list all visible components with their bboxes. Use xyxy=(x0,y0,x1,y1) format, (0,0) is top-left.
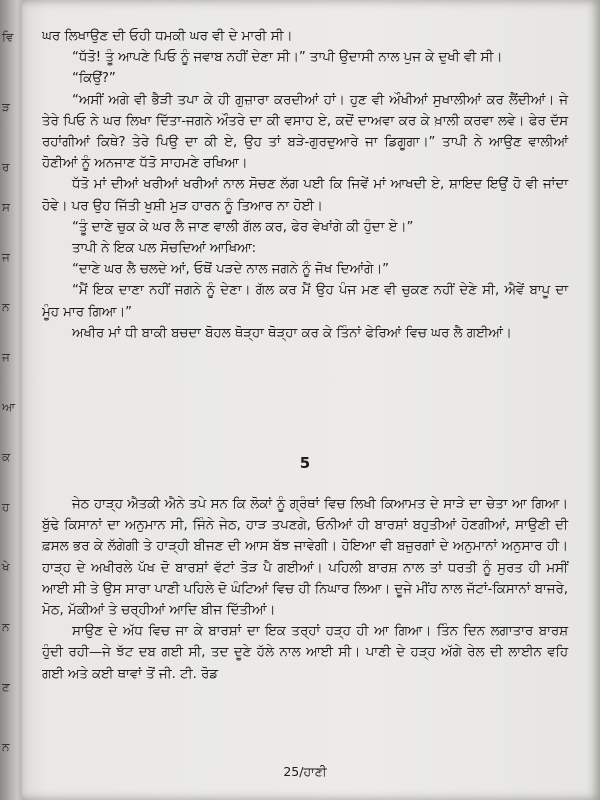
prev-page-glyph: ਕ xyxy=(2,450,11,464)
paragraph: “ਕਿਉਂ?” xyxy=(72,71,116,87)
prev-page-glyph: ਆ xyxy=(2,400,16,414)
prev-page-glyph: ਣ xyxy=(2,680,10,694)
paragraph: “ਤੂੰ ਦਾਣੇ ਚੁਕ ਕੇ ਘਰ ਲੈ ਜਾਣ ਵਾਲੀ ਗੱਲ ਕਰ, ਫੇਰ ਵੇਖਾਂਗੇ ਕੀ ਹੁੰਦਾ ਏ।” xyxy=(72,219,414,235)
paragraph: ਅਖੀਰ ਮਾਂ ਧੀ ਬਾਕੀ ਬਚਦਾ ਬੋਹਲ ਥੋੜ੍ਹਾ ਥੋੜ੍ਹਾ ਕਰ ਕੇ ਤਿੰਨਾਂ ਫੇਰਿਆਂ ਵਿਚ ਘਰ ਲੈ ਗਈਆਂ। xyxy=(72,325,512,341)
paragraph: ਤਾਪੀ ਨੇ ਇਕ ਪਲ ਸੋਚਦਿਆਂ ਆਖਿਆ: xyxy=(72,241,257,257)
prev-page-glyph: ਜ xyxy=(2,250,10,264)
paragraph: ਜੇਠ ਹਾੜ੍ਹ ਐਤਕੀ ਐਨੇ ਤਪੇ ਸਨ ਕਿ ਲੋਕਾਂ ਨੂੰ ਗ੍ਰੰਥਾਂ ਵਿਚ ਲਿਖੀ ਕਿਆਮਤ ਦੇ ਸਾੜੇ ਦਾ ਚੇਤਾ ਆ ਗਿਆ। ਬੁੱਢੇ ਕਿਸਾਨਾਂ ਦਾ ਅਨੁਮਾਨ ਸੀ, ਜਿੰਨੇ ਜੇਠ, ਹਾੜ ਤਪਣਗੇ, ਓਨੀਆਂ ਹੀ ਬਾਰਸ਼ਾਂ ਬਹੁਤੀਆਂ ਹੋਣਗੀਆਂ, ਸਾਉਣੀ ਦੀ ਫ਼ਸਲ ਭਰ ਕੇ ਲੱਗੇਗੀ ਤੇ ਹਾੜ੍ਹੀ ਬੀਜਣ ਦੀ ਆਸ ਬੱਝ ਜਾਵੇਗੀ। ਹੋਇਆ ਵੀ ਬਜ਼ੁਰਗਾਂ ਦੇ ਅਨੁਮਾਨਾਂ ਅਨੁਸਾਰ ਹੀ। ਹਾੜ੍ਹ ਦੇ ਅਖੀਰਲੇ ਪੱਖ ਦੋ ਬਾਰਸ਼ਾਂ ਵੱਟਾਂ ਤੋੜ ਪੈ ਗਈਆਂ। ਪਹਿਲੀ ਬਾਰਸ਼ ਨਾਲ ਤਾਂ ਧਰਤੀ ਨੂੰ ਸੁਰਤ ਹੀ ਮਸੀਂ ਆਈ ਸੀ ਤੇ ਉਸ ਸਾਰਾ ਪਾਣੀ ਪਹਿਲੇ ਦੋ ਘੰਟਿਆਂ ਵਿਚ ਹੀ ਨਿਘਾਰ ਲਿਆ। ਦੂਜੇ ਮੀਂਹ ਨਾਲ ਜੱਟਾਂ-ਕਿਸਾਨਾਂ ਬਾਜਰੇ, ਮੋਠ, ਮੱਕੀਆਂ ਤੇ ਚਰ੍ਹੀਆਂ ਆਦਿ ਬੀਜ ਦਿੱਤੀਆਂ। xyxy=(42,497,568,619)
section-1-text xyxy=(42,26,568,344)
prev-page-glyph: ਨ xyxy=(2,740,10,754)
paragraph: ਧੱਤੋ ਮਾਂ ਦੀਆਂ ਖਰੀਆਂ ਖਰੀਆਂ ਨਾਲ ਸੋਚਣ ਲੱਗ ਪਈ ਕਿ ਜਿਵੇਂ ਮਾਂ ਆਖਦੀ ਏ, ਸ਼ਾਇਦ ਇਉਂ ਹੋ ਵੀ ਜਾਂਦਾ ਹੋਵੇ। ਪਰ ਉਹ ਜਿੱਤੀ ਖੁਸ਼ੀ ਮੁੜ ਹਾਰਨ ਨੂੰ ਤਿਆਰ ਨਾ ਹੋਈ। xyxy=(42,177,568,214)
prev-page-glyph: ਨ xyxy=(2,300,10,314)
prev-page-glyph: ਖੇ xyxy=(2,560,10,574)
paragraph: ਘਰ ਲਿਖਾਉਣ ਦੀ ਓਹੀ ਧਮਕੀ ਘਰ ਵੀ ਦੇ ਮਾਰੀ ਸੀ। xyxy=(42,29,293,44)
section-2-text xyxy=(42,494,568,685)
prev-page-glyph: ਹ xyxy=(2,500,10,514)
paragraph: ਸਾਉਣ ਦੇ ਅੱਧ ਵਿਚ ਜਾ ਕੇ ਬਾਰਸ਼ਾਂ ਦਾ ਇਕ ਤਰ੍ਹਾਂ ਹੜ੍ਹ ਹੀ ਆ ਗਿਆ। ਤਿੰਨ ਦਿਨ ਲਗਾਤਾਰ ਬਾਰਸ਼ ਹੁੰਦੀ ਰਹੀ—ਜੇ ਝੱਟ ਦਬ ਗਈ ਸੀ, ਤਦ ਦੂਣੇ ਹੱਲੇ ਨਾਲ ਆਈ ਸੀ। ਪਾਣੀ ਦੇ ਹੜ੍ਹ ਅੱਗੇ ਰੇਲ ਦੀ ਲਾਈਨ ਵਹਿ ਗਈ ਅਤੇ ਕਈ ਥਾਵਾਂ ਤੋਂ ਜੀ. ਟੀ. ਰੋਡ xyxy=(42,624,568,682)
prev-page-glyph: ਜ xyxy=(2,350,10,364)
page-footer: 25/ਹਾਣੀ xyxy=(283,764,327,779)
paragraph: “ਦਾਣੇ ਘਰ ਲੈ ਚਲਦੇ ਆਂ, ਓਥੋਂ ਪੜਦੇ ਨਾਲ ਜਗਨੇ ਨੂੰ ਜੋਖ ਦਿਆਂਗੇ।” xyxy=(72,262,390,278)
book-page xyxy=(22,0,600,800)
previous-page-edge xyxy=(0,0,24,800)
paragraph: “ਮੈਂ ਇਕ ਦਾਣਾ ਨਹੀਂ ਜਗਨੇ ਨੂੰ ਦੇਣਾ। ਗੱਲ ਕਰ ਮੈਂ ਉਹ ਪੰਜ ਮਣ ਵੀ ਚੁਕਣ ਨਹੀਂ ਦੇਣੇ ਸੀ, ਐਵੇਂ ਬਾਪੂ ਦਾ ਮੂੰਹ ਮਾਰ ਗਿਆ।” xyxy=(42,283,568,320)
prev-page-glyph: ਸ xyxy=(2,200,10,214)
paragraph: “ਅਸੀਂ ਅਗੇ ਵੀ ਭੈੜੀ ਤਪਾ ਕੇ ਹੀ ਗੁਜ਼ਾਰਾ ਕਰਦੀਆਂ ਹਾਂ। ਹੁਣ ਵੀ ਔਖੀਆਂ ਸੁਖਾਲੀਆਂ ਕਰ ਲੈਂਦੀਆਂ। ਜੇ ਤੇਰੇ ਪਿਓ ਨੇ ਘਰ ਲਿਖਾ ਦਿੱਤਾ-ਜਗਨੇ ਔਤਰੇ ਦਾ ਕੀ ਵਸਾਹ ਏ, ਕਦੋਂ ਦਾਅਵਾ ਕਰ ਕੇ ਖ਼ਾਲੀ ਕਰਵਾ ਲਵੇ। ਫੇਰ ਦੱਸ ਰਹਾਂਗੀਆਂ ਕਿਥੇ? ਤੇਰੇ ਪਿਉ ਦਾ ਕੀ ਏ, ਉਹ ਤਾਂ ਬੜੇ-ਗੁਰਦੁਆਰੇ ਜਾ ਡਿਗੂਗਾ।” ਤਾਪੀ ਨੇ ਆਉਣ ਵਾਲੀਆਂ ਹੋਣੀਆਂ ਨੂੰ ਅਨਜਾਣ ਧੱਤੋ ਸਾਹਮਣੇ ਰਖਿਆ। xyxy=(42,92,568,172)
prev-page-glyph: ਵਿ xyxy=(2,30,14,44)
paragraph: “ਧੱਤੋ! ਤੂੰ ਆਪਣੇ ਪਿਓ ਨੂੰ ਜਵਾਬ ਨਹੀਂ ਦੇਣਾ ਸੀ।” ਤਾਪੀ ਉਦਾਸੀ ਨਾਲ ਪੁਜ ਕੇ ਦੁਖੀ ਵੀ ਸੀ। xyxy=(72,50,503,66)
chapter-number: 5 xyxy=(299,454,311,472)
prev-page-glyph: ੜ xyxy=(2,100,10,114)
prev-page-glyph: ਰ xyxy=(2,160,10,174)
prev-page-glyph: ਨ xyxy=(2,620,10,634)
